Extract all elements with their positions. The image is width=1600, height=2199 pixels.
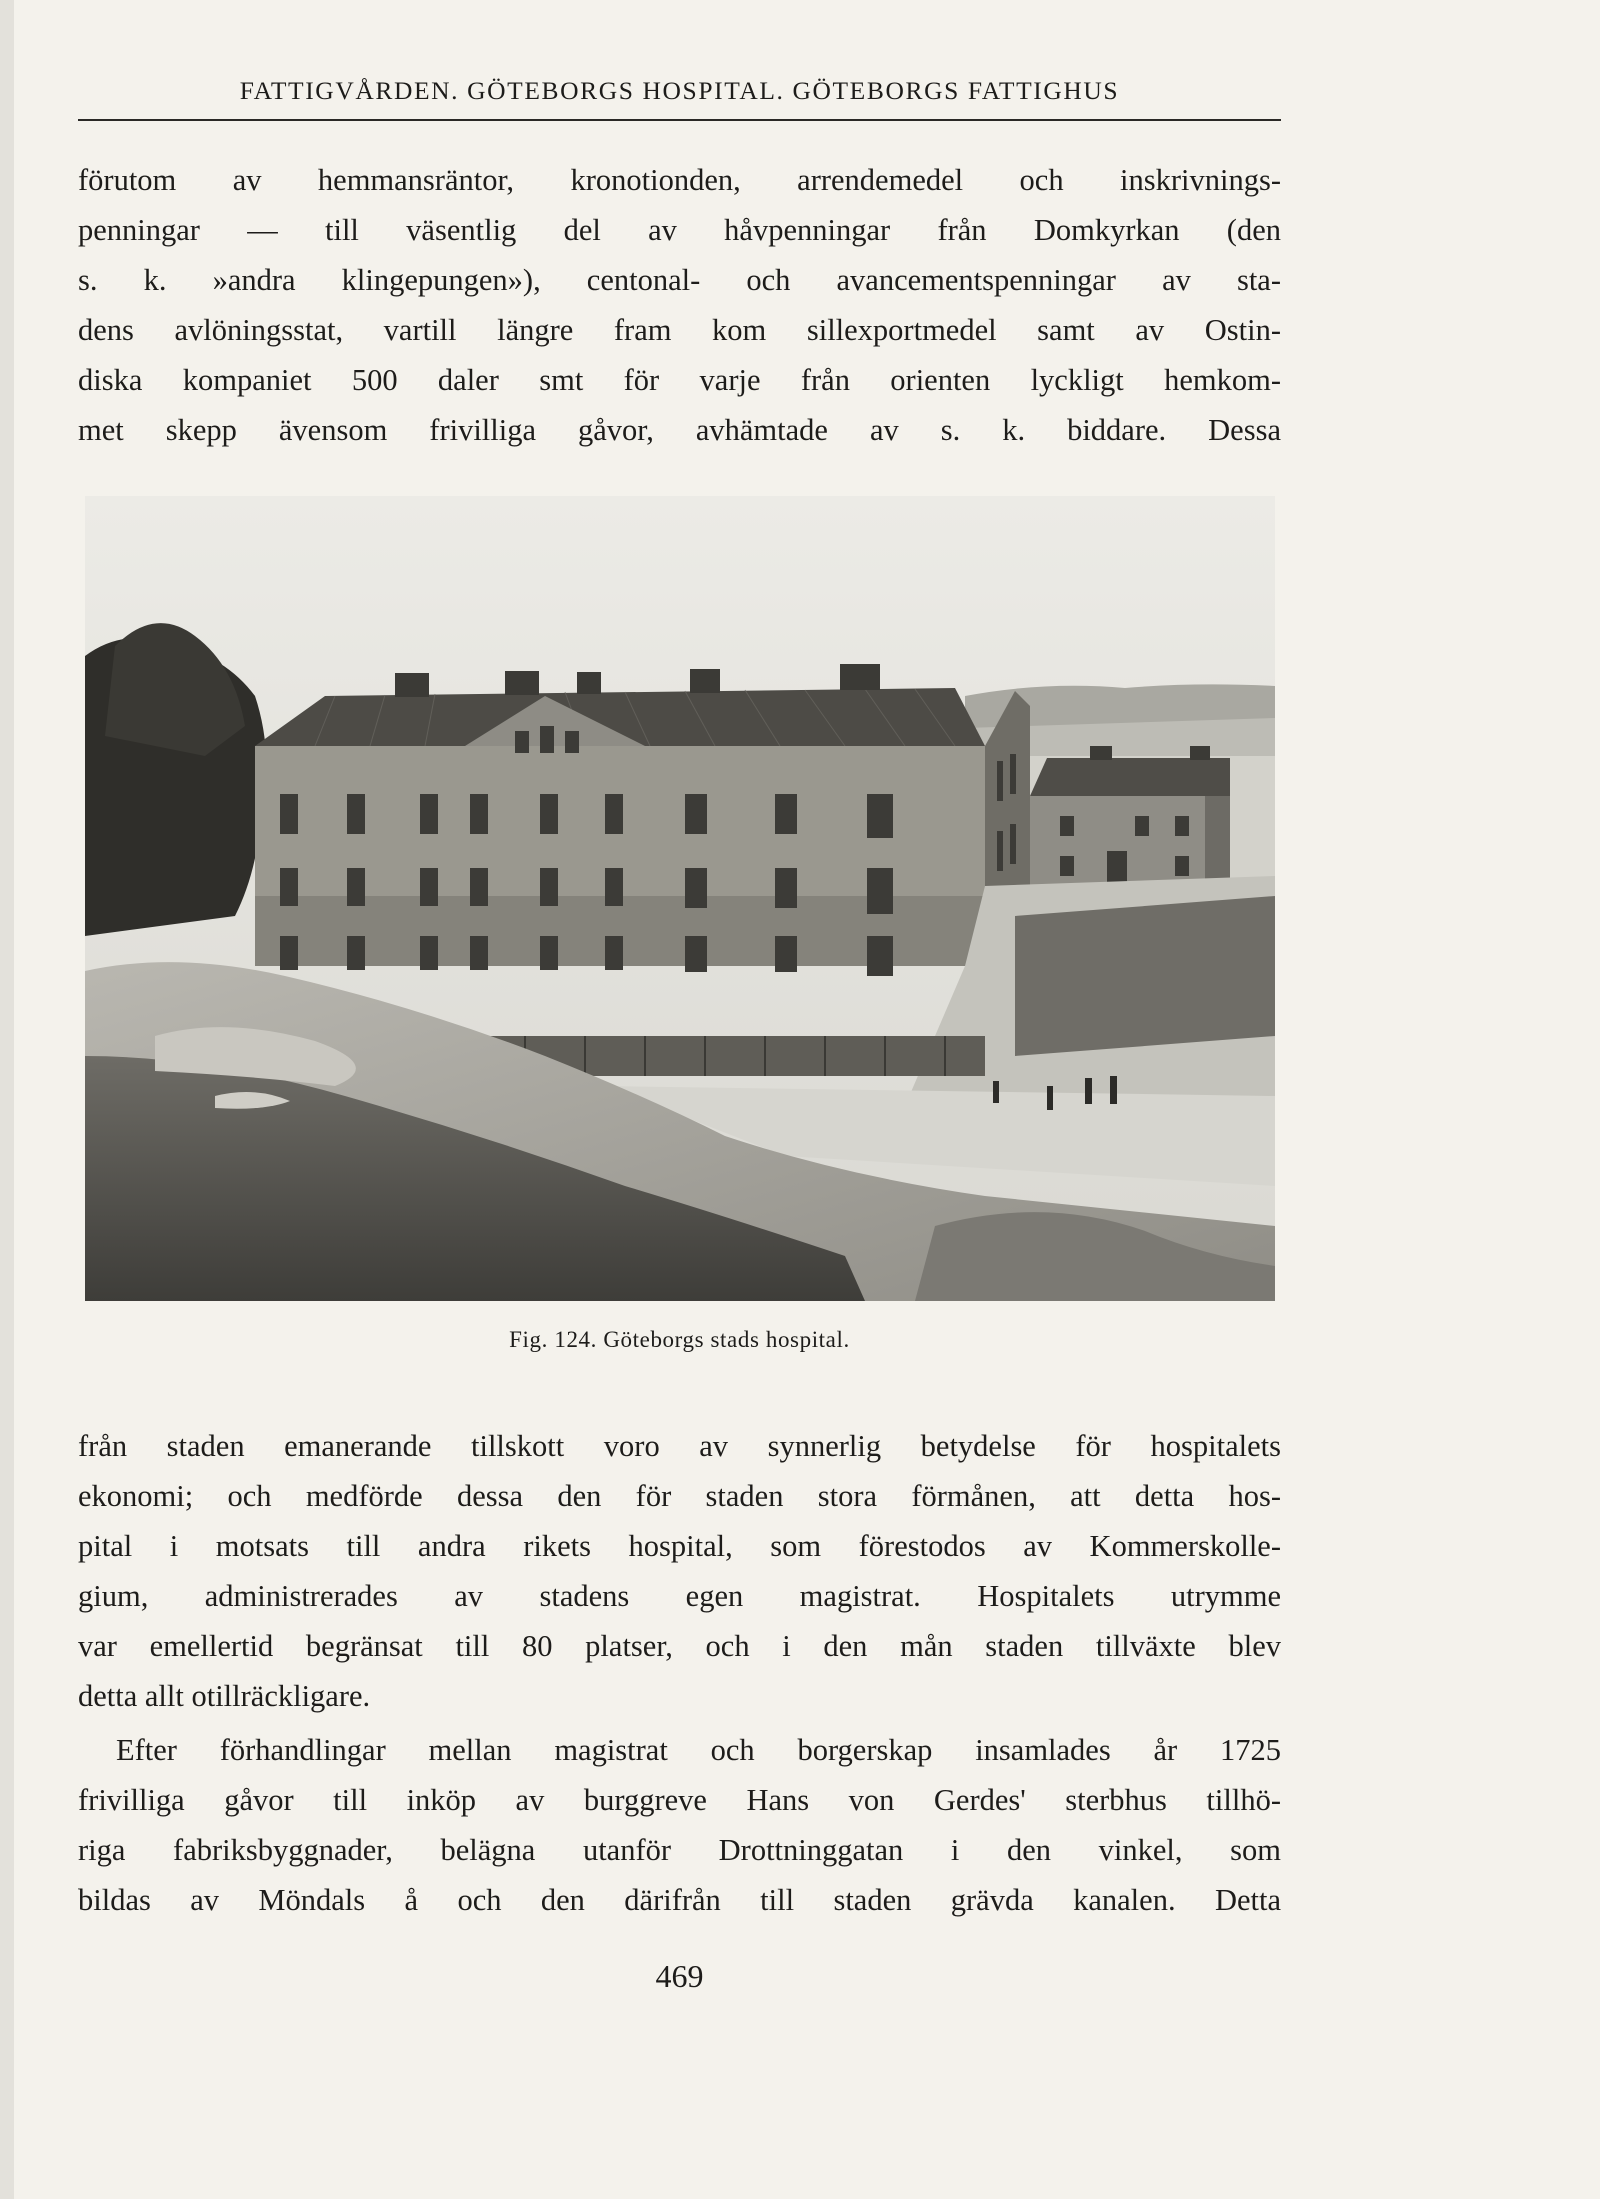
running-head: FATTIGVÅRDEN. GÖTEBORGS HOSPITAL. GÖTEBORGS FATTIGHUS <box>239 76 1120 105</box>
text-line: met skepp ävensom frivilliga gåvor, avhämtade av s. k. biddare. Dessa <box>78 413 1281 447</box>
text-line: frivilliga gåvor till inköp av burggreve Hans von Gerdes' sterbhus tillhö- <box>78 1783 1281 1817</box>
text-line: gium, administrerades av stadens egen magistrat. Hospitalets utrymme <box>78 1579 1281 1613</box>
text-line: detta allt otillräckligare. <box>78 1679 371 1713</box>
paragraph-3 <box>78 1725 1281 1925</box>
paragraph-2 <box>78 1421 1281 1721</box>
text-line: var emellertid begränsat till 80 platser, och i den mån staden tillväxte blev <box>78 1629 1281 1663</box>
text-line: diska kompaniet 500 daler smt för varje från orienten lyckligt hemkom- <box>78 363 1281 397</box>
text-line: pital i motsats till andra rikets hospital, som förestodos av Kommerskolle- <box>78 1529 1281 1563</box>
text-line: penningar — till väsentlig del av håvpenningar från Domkyrkan (den <box>78 213 1281 247</box>
text-line: s. k. »andra klingepungen»), centonal- och avancementspenningar av sta- <box>78 263 1281 297</box>
text-line: dens avlöningsstat, vartill längre fram kom sillexportmedel samt av Ostin- <box>78 313 1281 347</box>
header-rule <box>78 119 1281 121</box>
text-line: förutom av hemmansräntor, kronotionden, arrendemedel och inskrivnings- <box>78 163 1281 197</box>
text-line: ekonomi; och medförde dessa den för staden stora förmånen, att detta hos- <box>78 1479 1281 1513</box>
text-line: bildas av Möndals å och den därifrån till staden grävda kanalen. Detta <box>78 1883 1281 1917</box>
hospital-photograph <box>85 496 1275 1301</box>
text-line: från staden emanerande tillskott voro av synnerlig betydelse för hospitalets <box>78 1429 1281 1463</box>
page-number: 469 <box>655 1958 704 1994</box>
text-line: riga fabriksbyggnader, belägna utanför Drottninggatan i den vinkel, som <box>78 1833 1281 1867</box>
paragraph-1 <box>78 155 1281 455</box>
figure-caption: Fig. 124. Göteborgs stads hospital. <box>509 1327 850 1352</box>
text-line: Efter förhandlingar mellan magistrat och borgerskap insamlades år 1725 <box>116 1733 1281 1767</box>
